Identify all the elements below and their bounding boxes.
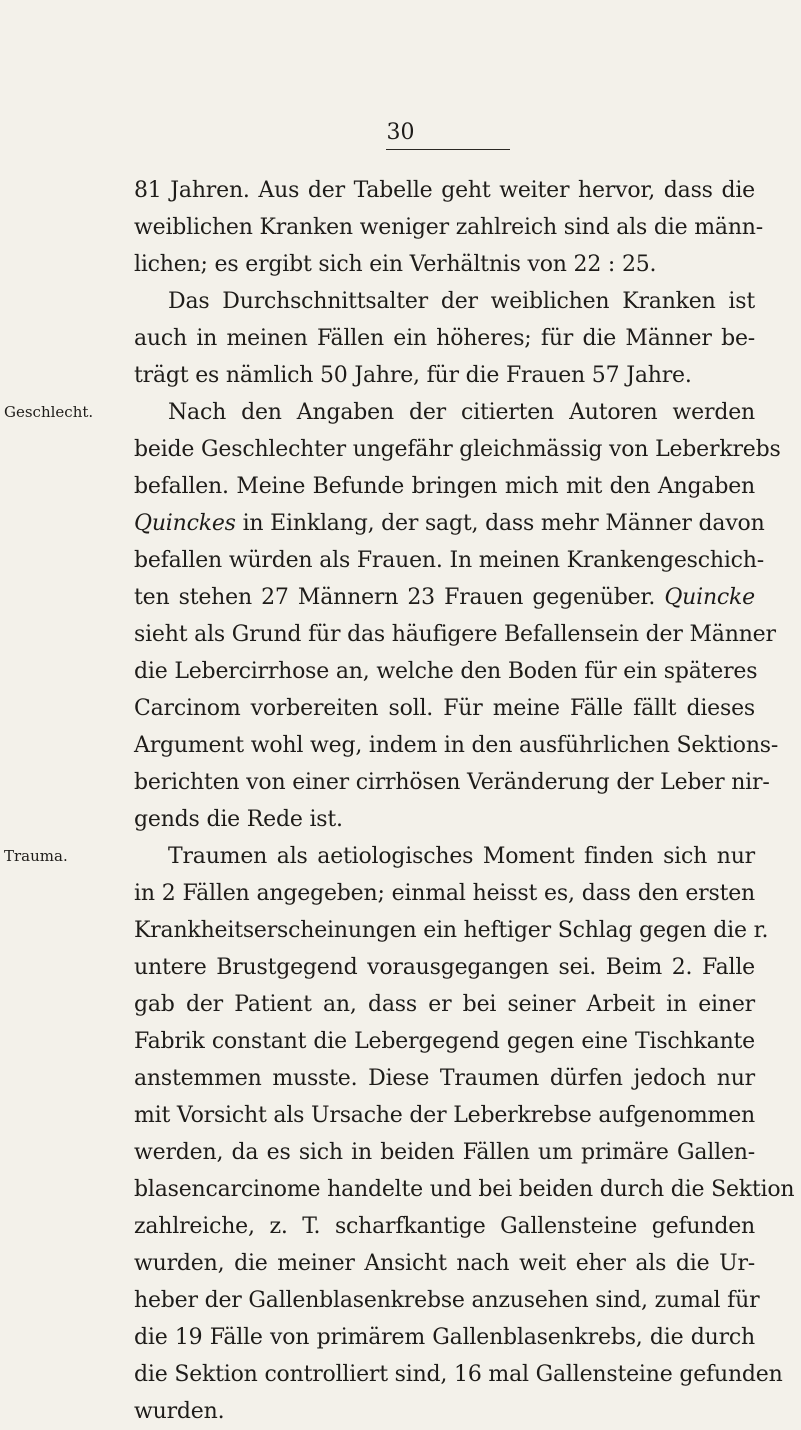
paragraph-geschlecht: [134, 394, 781, 838]
text-line: anstemmen musste. Diese Traumen dürfen jedoch nur: [134, 1066, 755, 1091]
text-line: wurden.: [134, 1399, 225, 1424]
text-line: berichten von einer cirrhösen Veränderung der Leber nir-: [134, 770, 770, 795]
text-line: [134, 505, 765, 542]
text-line: Traumen als aetiologisches Moment finden sich nur: [168, 844, 755, 869]
text-line: lichen; es ergibt sich ein Verhältnis von 22 : 25.: [134, 252, 657, 277]
text-line: blasencarcinome handelte und bei beiden durch die Sektion: [134, 1177, 795, 1202]
paragraph-trauma: [134, 838, 795, 1430]
text-line: [134, 579, 755, 616]
text-line: weiblichen Kranken weniger zahlreich sind als die männ-: [134, 215, 763, 240]
text-line: 81 Jahren. Aus der Tabelle geht weiter hervor, dass die: [134, 178, 755, 203]
text-line: Nach den Angaben der citierten Autoren werden: [168, 400, 755, 425]
text-line: Krankheitserscheinungen ein heftiger Schlag gegen die r.: [134, 918, 769, 943]
text-line: die Sektion controlliert sind, 16 mal Gallensteine gefunden: [134, 1362, 783, 1387]
text-line: die 19 Fälle von primärem Gallenblasenkrebs, die durch: [134, 1325, 755, 1350]
paragraph-average-age: [134, 283, 755, 394]
text-line: die Lebercirrhose an, welche den Boden für ein späteres: [134, 659, 758, 684]
text-line: befallen würden als Frauen. In meinen Krankengeschich-: [134, 548, 764, 573]
author-name-quincke: Quincke: [664, 585, 755, 610]
text-line: auch in meinen Fällen ein höheres; für die Männer be-: [134, 326, 755, 351]
text-line: gends die Rede ist.: [134, 807, 343, 832]
text-line: Argument wohl weg, indem in den ausführlichen Sektions-: [134, 733, 779, 758]
text-fragment: ten stehen 27 Männern 23 Frauen gegenüber.: [134, 585, 665, 610]
page-number-rule: [386, 149, 510, 150]
text-line: Carcinom vorbereiten soll. Für meine Fälle fällt dieses: [134, 696, 755, 721]
text-line: sieht als Grund für das häufigere Befallensein der Männer: [134, 622, 776, 647]
text-line: trägt es nämlich 50 Jahre, für die Frauen 57 Jahre.: [134, 363, 692, 388]
text-line: befallen. Meine Befunde bringen mich mit den Angaben: [134, 474, 755, 499]
text-line: Fabrik constant die Lebergegend gegen eine Tischkante: [134, 1029, 755, 1054]
text-line: mit Vorsicht als Ursache der Leberkrebse aufgenommen: [134, 1103, 755, 1128]
text-line: beide Geschlechter ungefähr gleichmässig von Leberkrebs: [134, 437, 781, 462]
text-line: heber der Gallenblasenkrebse anzusehen sind, zumal für: [134, 1288, 760, 1313]
paragraph-age-ratio: [134, 172, 763, 283]
page-number: 30: [386, 120, 415, 145]
text-line: untere Brustgegend vorausgegangen sei. Beim 2. Falle: [134, 955, 755, 980]
text-line: zahlreiche, z. T. scharfkantige Gallensteine gefunden: [134, 1214, 755, 1239]
margin-note-geschlecht: Geschlecht.: [4, 403, 94, 421]
text-line: Das Durchschnittsalter der weiblichen Kranken ist: [168, 289, 755, 314]
text-fragment: in Einklang, der sagt, dass mehr Männer davon: [235, 511, 765, 536]
author-name-quinckes: Quinckes: [134, 511, 236, 536]
text-line: gab der Patient an, dass er bei seiner Arbeit in einer: [134, 992, 755, 1017]
margin-note-trauma: Trauma.: [4, 847, 68, 865]
text-line: werden, da es sich in beiden Fällen um primäre Gallen-: [134, 1140, 755, 1165]
text-line: wurden, die meiner Ansicht nach weit eher als die Ur-: [134, 1251, 755, 1276]
text-line: in 2 Fällen angegeben; einmal heisst es, dass den ersten: [134, 881, 755, 906]
